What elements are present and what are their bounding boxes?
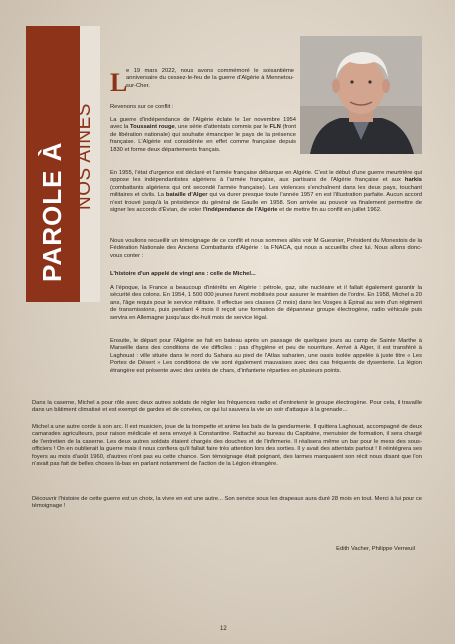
p2-bold-toussaint: Toussaint rouge xyxy=(130,124,175,131)
portrait-illustration xyxy=(300,36,422,154)
p3-bold-independance: l'indépendance de l'Algérie xyxy=(202,207,278,214)
p2-text-e: (front de libération nationale) qui souhaite émanciper le pays de la présence française. L'Algérie est considérée en effet comme française depuis 1830 et forme deux départements français. xyxy=(110,124,297,153)
p3-text-a: En 1955, l'état d'urgence est déclaré et l'armée française débarque en Algérie. C'est le début d'une guerre meurtrière qui oppose les indépendantistes algériens à l'armée française, aux partisans de l'Algérie française et aux xyxy=(110,170,422,184)
section-title: PAROLE À xyxy=(37,141,67,282)
paragraph-5-heading: L'histoire d'un appelé de vingt ans : celle de Michel... xyxy=(110,271,256,277)
section-subtitle: NOS AÎNÉS xyxy=(74,103,95,210)
paragraph-4: Nous voulions recueillir un témoignage de ce conflit et nous sommes allés voir M Guesnier, Président du Monestois de la Fédération Nationale des Anciens Combattants d'Algérie : la FNACA, qui nous a accueillis chez lui. Nous allons donc-vous conter : xyxy=(110,238,422,259)
p2-text-c: , une série d'attentats commis par le xyxy=(174,124,270,131)
p2-bold-fln: FLN xyxy=(269,124,281,131)
author-signature: Edith Vacher, Philippe Verneuil xyxy=(336,546,415,552)
p3-bold-harkis: harkis xyxy=(404,177,422,184)
dropcap-letter: L xyxy=(110,68,128,97)
paragraph-1: Revenons sur ce conflit : xyxy=(110,104,174,110)
paragraph-2 xyxy=(110,117,296,154)
p3-text-c: (combattants algériens qui ont secondé l'armée française). Les violences s'enchaînent dans les deux pays, touchant militaires et civils. La xyxy=(110,184,422,199)
paragraph-9: Michel a une autre corde à son arc. Il est musicien, joue de la trompette et anime les bals de la gendarmerie. Il quittera Laghouat, accompagné de deux camarades agriculteurs, pour raison médicale et sera envoyé à Constantine. Rattaché au bureau du Capitaine, menuisier de formation, il sera chargé de l'entretien de la caserne. Les deux autres soldats étaient chargés des douches et de l'infirmerie. Il réalisera même un bar pour le mess des sous-officiers ! On en oublierait la guerre mais il nous confiera qu'il fallait faire très attention lors des sorties. Il y avait des attentats partout ! Il réintégrera ses foyers au mois d'août 1960, d'autres n'ont pas eu cette chance. Son témoignage était poignant, des larmes marquaient son récit nous disant que l'on n'avait pas fait de belles choses là-bas en parlant notamment de l'action de la Légion étrangère. xyxy=(32,424,422,468)
intro-paragraph: e 19 mars 2022, nous avons commémoré le soixantième anniversaire du cessez-le-feu de la guerre d'Algérie à Mennetou-sur-Cher. xyxy=(126,68,294,89)
p3-text-g: et de mettre fin au conflit en juillet 1962. xyxy=(277,207,382,214)
p2-text-a: La guerre d'indépendance de l'Algérie éclate le 1er novembre 1954 avec la xyxy=(110,117,296,131)
paragraph-6: A l'époque, la France a beaucoup d'intérêts en Algérie : pétrole, gaz, site nucléaire et il fallait également garantir la sécurité des colons. En 1954, 1 500 000 jeunes furent mobilisés pour assurer le maintien de l'ordre. En 1958, Michel a 20 ans, l'âge requis pour le service militaire. Il effectue ses classes (2 mois) dans les Vosges à Épinal au sein d'un régiment de transmissions, puis pendant 4 mois il reçoit une formation de dépanneur groupe électrogène, radio véhicule puis servira en Allemagne jusqu'aux dix-huit mois de service légal. xyxy=(110,285,422,321)
p3-text-e: qui va durer presque toute l'année 1957 en est l'illustration parfaite. Aucun accord n'est trouvé jusqu'à la présidence du général de Gaulle en 1958. Son arrivée au pouvoir va finalement permettre de signer les accords d'Évian, de voter xyxy=(110,192,423,214)
paragraph-3 xyxy=(110,170,422,214)
page-number: 12 xyxy=(220,626,227,632)
p3-bold-bataille: bataille d'Alger xyxy=(165,192,208,199)
paragraph-10: Découvrir l'histoire de cette guerre est un choix, la vivre en est une autre... Son service sous les drapeaux aura duré 28 mois en tout. Merci à lui pour ce témoignage ! xyxy=(32,496,422,510)
paragraph-8: Dans la caserne, Michel a pour rôle avec deux autres soldats de régler les fréquences radio et d'entretenir le groupe électrogène. Pour cela, il travaille dans un bâtiment climatisé et est exempt de gardes et de corvées, ce qui lui sauvera la vie un soir d'attaque à la grenade... xyxy=(32,400,422,414)
portrait-photo xyxy=(300,36,422,154)
paragraph-7: Ensuite, le départ pour l'Algérie se fait en bateau après un passage de quelques jours au camp de Sainte Marthe à Marseille dans des conditions de vie difficiles : pas d'hygiène et peu de nourriture. Arrivé à Alger, il est transféré à Laghouat : ville située dans le nord du Sahara au pied de l'Atlas saharien, une oasis isolée appelée à juste titre « Les Portes de Désert » Les conditions de vie sont également mauvaises avec des cas fréquents de dysenterie. La légion étrangère est présente avec des unités de chars, d'infanterie réparties en plusieurs points. xyxy=(110,338,422,374)
